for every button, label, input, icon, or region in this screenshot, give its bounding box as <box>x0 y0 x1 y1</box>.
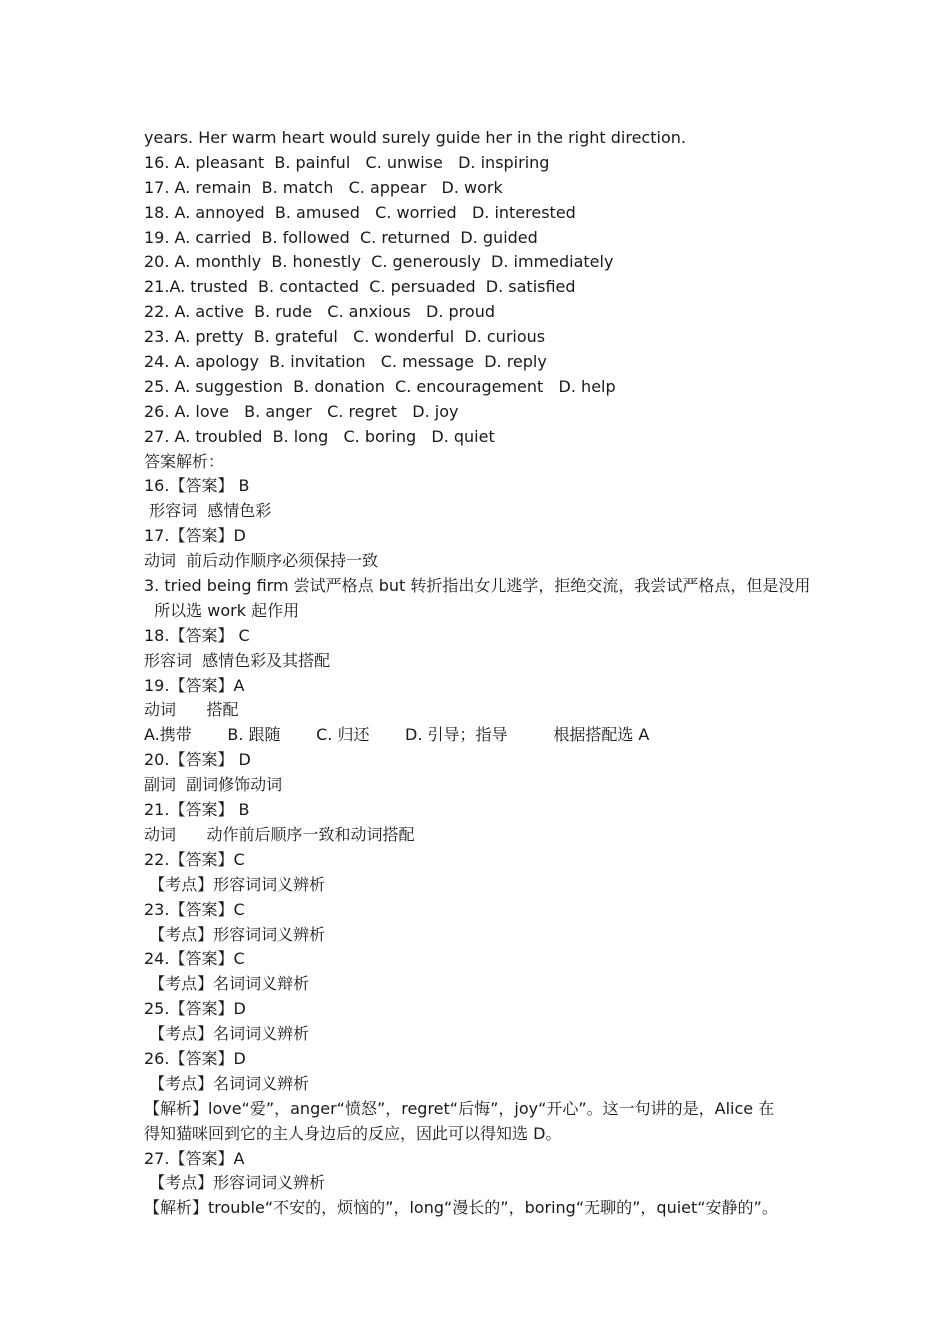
text-line: 22.【答案】C <box>144 849 245 869</box>
text-line: 【考点】名词词义辨析 <box>144 1024 310 1044</box>
text-line: 27.【答案】A <box>144 1148 245 1168</box>
text-line: 17. A. remain B. match C. appear D. work <box>144 177 503 197</box>
text-line: 【考点】形容词词义辨析 <box>144 924 326 944</box>
text-line: 【解析】trouble“不安的，烦恼的”，long“漫长的”，boring“无聊的”，quiet“安静的”。 <box>144 1198 778 1218</box>
text-line: 26. A. love B. anger C. regret D. joy <box>144 401 459 421</box>
text-line: 21.【答案】 B <box>144 800 250 820</box>
text-line: 答案解析： <box>144 451 225 471</box>
text-line: 22. A. active B. rude C. anxious D. proud <box>144 302 495 322</box>
text-line: 【考点】形容词词义辨析 <box>144 1173 326 1193</box>
text-line: 25. A. suggestion B. donation C. encouragement D. help <box>144 376 616 396</box>
text-line: 19.【答案】A <box>144 675 245 695</box>
text-line: 25.【答案】D <box>144 999 246 1019</box>
text-lines <box>144 126 824 1221</box>
text-line: 18. A. annoyed B. amused C. worried D. interested <box>144 202 576 222</box>
text-line: 24.【答案】C <box>144 949 245 969</box>
text-line: 副词 副词修饰动词 <box>144 775 283 795</box>
text-line: 26.【答案】D <box>144 1048 246 1068</box>
text-line: 所以选 work 起作用 <box>144 600 300 620</box>
text-line: 动词 搭配 <box>144 700 239 720</box>
text-line: 27. A. troubled B. long C. boring D. quiet <box>144 426 495 446</box>
text-line: 23. A. pretty B. grateful C. wonderful D. curious <box>144 327 546 347</box>
text-line: 24. A. apology B. invitation C. message D. reply <box>144 352 547 372</box>
text-line: 17.【答案】D <box>144 526 246 546</box>
text-line: 形容词 感情色彩 <box>144 501 272 521</box>
text-line: A.携带 B. 跟随 C. 归还 D. 引导；指导 根据搭配选 A <box>144 725 650 745</box>
text-line: years. Her warm heart would surely guide her in the right direction. <box>144 128 686 147</box>
text-line: 形容词 感情色彩及其搭配 <box>144 650 331 670</box>
text-line: 【考点】名词词义辨析 <box>144 1073 310 1093</box>
text-line: 3. tried being firm 尝试严格点 but 转折指出女儿逃学，拒绝交流，我尝试严格点，但是没用 <box>144 576 811 596</box>
text-line: 16.【答案】 B <box>144 476 250 496</box>
text-line: 【考点】名词词义辩析 <box>144 974 310 994</box>
text-line: 【解析】love“爱”，anger“愤怒”，regret“后悔”，joy“开心”。这一句讲的是，Alice 在 <box>144 1098 775 1118</box>
text-line: 18.【答案】 C <box>144 625 250 645</box>
text-line: 19. A. carried B. followed C. returned D. guided <box>144 227 538 247</box>
text-line: 21.A. trusted B. contacted C. persuaded D. satisfied <box>144 277 576 297</box>
text-line: 动词 前后动作顺序必须保持一致 <box>144 551 379 571</box>
text-line: 动词 动作前后顺序一致和动词搭配 <box>144 824 415 844</box>
text-line: 20.【答案】 D <box>144 750 251 770</box>
text-line: 【考点】形容词词义辨析 <box>144 874 326 894</box>
text-line: 16. A. pleasant B. painful C. unwise D. inspiring <box>144 152 550 172</box>
text-line: 23.【答案】C <box>144 899 245 919</box>
text-line: 20. A. monthly B. honestly C. generously D. immediately <box>144 252 614 272</box>
text-line: 得知猫咪回到它的主人身边后的反应，因此可以得知选 D。 <box>144 1123 562 1143</box>
